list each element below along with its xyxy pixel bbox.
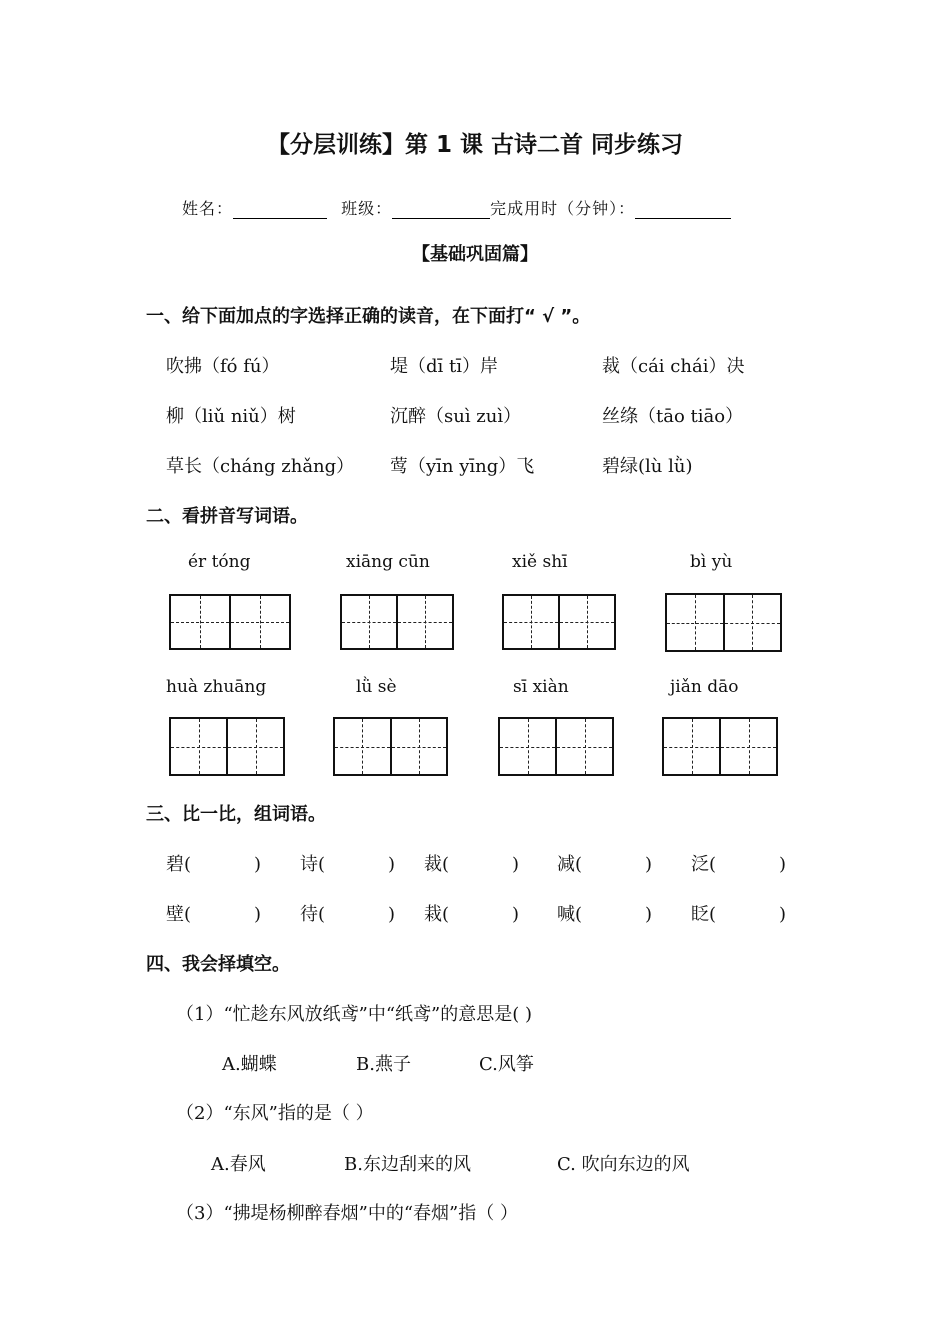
reading-item: 沉醉（suì zuì）	[390, 406, 522, 427]
option[interactable]: B.燕子	[356, 1054, 411, 1075]
class-blank[interactable]	[392, 200, 490, 219]
writing-grid[interactable]	[169, 594, 291, 650]
name-blank[interactable]	[233, 200, 327, 219]
option[interactable]: C.风筝	[479, 1054, 534, 1075]
option[interactable]: A.春风	[211, 1154, 266, 1175]
compare-item[interactable]: 泛( )	[691, 854, 787, 875]
pinyin-label: sī xiàn	[513, 677, 569, 697]
pinyin-label: xiě shī	[512, 552, 568, 572]
writing-grid[interactable]	[498, 717, 614, 776]
question-3: （3）“拂堤杨柳醉春烟”中的“春烟”指（ ）	[176, 1203, 518, 1224]
question-1: （1）“忙趁东风放纸鸢”中“纸鸢”的意思是( )	[176, 1004, 533, 1025]
section4-heading: 四、我会择填空。	[146, 954, 290, 975]
compare-item[interactable]: 喊( )	[557, 904, 653, 925]
compare-item[interactable]: 碧( )	[166, 854, 262, 875]
section2-heading: 二、看拼音写词语。	[146, 506, 308, 527]
question-2: （2）“东风”指的是（ ）	[176, 1103, 374, 1124]
reading-item: 草长（cháng zhǎng）	[166, 456, 355, 477]
reading-item: 堤（dī tī）岸	[390, 356, 498, 377]
option[interactable]: C. 吹向东边的风	[557, 1154, 690, 1175]
reading-item: 丝绦（tāo tiāo）	[602, 406, 744, 427]
time-blank[interactable]	[635, 200, 731, 219]
time-label: 完成用时（分钟）：	[490, 199, 636, 218]
section1-heading: 一、给下面加点的字选择正确的读音，在下面打“ √ ”。	[146, 306, 591, 327]
writing-grid[interactable]	[169, 717, 285, 776]
compare-item[interactable]: 待( )	[300, 904, 396, 925]
writing-grid[interactable]	[340, 594, 454, 650]
writing-grid[interactable]	[502, 594, 616, 650]
pinyin-label: lǜ sè	[356, 677, 397, 697]
name-label: 姓名：	[182, 199, 234, 218]
reading-item: 柳（liǔ niǔ）树	[166, 406, 296, 427]
student-info-line	[182, 196, 731, 219]
compare-item[interactable]: 栽( )	[424, 904, 520, 925]
reading-item: 裁（cái chái）决	[602, 356, 745, 377]
compare-item[interactable]: 诗( )	[300, 854, 396, 875]
option[interactable]: B.东边刮来的风	[344, 1154, 471, 1175]
pinyin-label: ér tóng	[188, 552, 251, 572]
class-label: 班级：	[341, 199, 393, 218]
section3-heading: 三、比一比，组词语。	[146, 804, 326, 825]
option[interactable]: A.蝴蝶	[222, 1054, 277, 1075]
section-subtitle: 【基础巩固篇】	[412, 244, 538, 265]
compare-item[interactable]: 减( )	[557, 854, 653, 875]
page-title: 【分层训练】第 1 课 古诗二首 同步练习	[266, 132, 684, 158]
writing-grid[interactable]	[333, 717, 448, 776]
reading-item: 吹拂（fó fú）	[166, 356, 280, 377]
compare-item[interactable]: 眨( )	[691, 904, 787, 925]
writing-grid[interactable]	[665, 593, 782, 652]
pinyin-label: bì yù	[690, 552, 733, 572]
pinyin-label: huà zhuāng	[166, 677, 267, 697]
reading-item: 碧绿(lù lǜ)	[602, 456, 693, 477]
compare-item[interactable]: 壁( )	[166, 904, 262, 925]
compare-item[interactable]: 裁( )	[424, 854, 520, 875]
reading-item: 莺（yīn yīng）飞	[390, 456, 535, 477]
pinyin-label: jiǎn dāo	[670, 677, 739, 697]
pinyin-label: xiāng cūn	[346, 552, 430, 572]
writing-grid[interactable]	[662, 717, 778, 776]
